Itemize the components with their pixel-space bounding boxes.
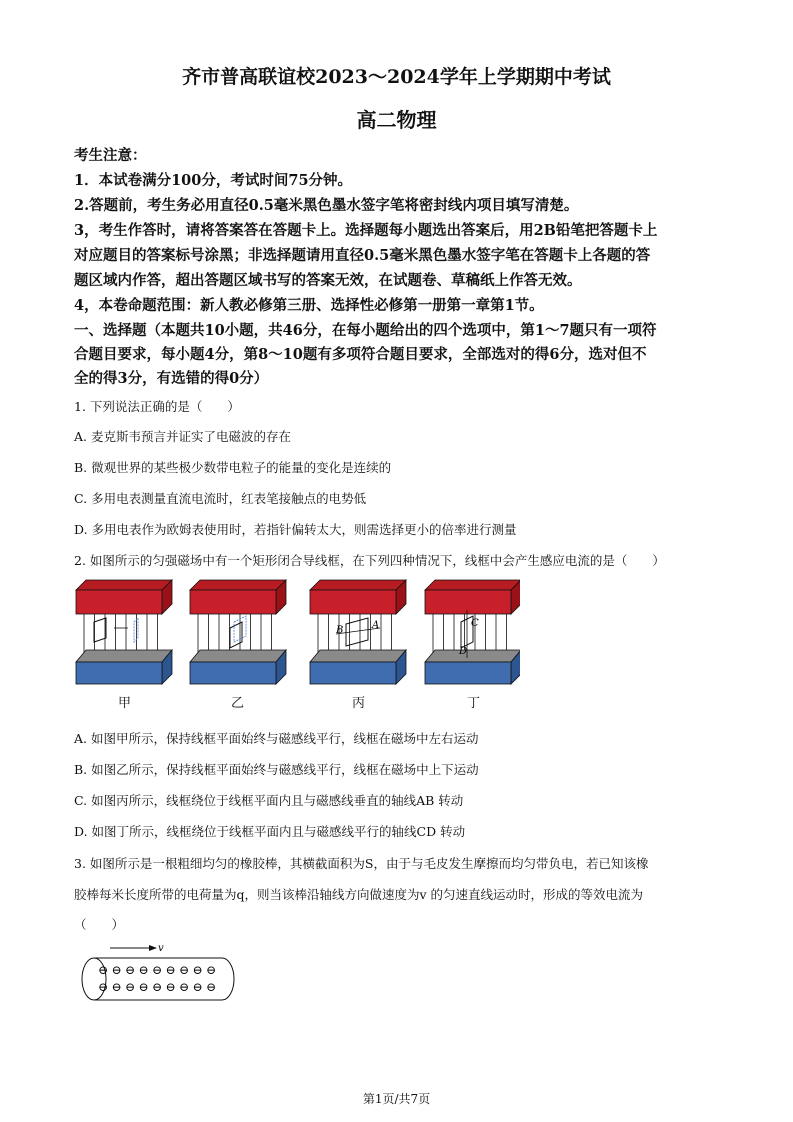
negative-charge: ⊖	[138, 963, 149, 977]
axis-label-b: B	[336, 625, 344, 636]
q1-option-b: B. 微观世界的某些极少数带电粒子的能量的变化是连续的	[74, 460, 392, 475]
axis-label-d: D	[459, 646, 468, 657]
section-heading: 全的得3分，有选错的得0分）	[74, 370, 269, 387]
coil-frame	[94, 618, 106, 642]
q3-line: 3. 如图所示是一根粗细均匀的橡胶棒，其横截面积为S，由于与毛皮发生摩擦而均匀带负电，若已知该橡	[74, 856, 649, 871]
axis-label-a: A	[372, 620, 380, 631]
negative-charge: ⊖	[206, 980, 217, 994]
q1-option-d: D. 多用电表作为欧姆表使用时，若指针偏转太大，则需选择更小的倍率进行测量	[74, 522, 517, 537]
figure-label-yi: 乙	[231, 696, 245, 711]
exam-title: 齐市普高联谊校2023～2024学年上学期期中考试	[182, 66, 611, 88]
notice-item: 题区域内作答，超出答题区域书写的答案无效，在试题卷、草稿纸上作答无效。	[74, 272, 582, 289]
notice-item: 4，本卷命题范围：新人教必修第三册、选择性必修第一册第一章第1节。	[74, 297, 544, 314]
negative-charge: ⊖	[111, 963, 122, 977]
magnet-figure	[70, 578, 520, 686]
figure-label-ding: 丁	[467, 696, 481, 711]
q2-option-c: C. 如图丙所示，线框绕位于线框平面内且与磁感线垂直的轴线AB 转动	[74, 793, 464, 808]
negative-charge: ⊖	[192, 980, 203, 994]
south-pole	[310, 662, 396, 684]
notice-item: 3，考生作答时，请将答案答在答题卡上。选择题每小题选出答案后，用2B铅笔把答题卡上	[74, 222, 658, 239]
negative-charge: ⊖	[192, 963, 203, 977]
axis-label-c: C	[471, 618, 479, 629]
north-pole-top	[190, 580, 286, 590]
south-pole-top	[310, 650, 406, 662]
north-pole	[76, 590, 162, 614]
negative-charge: ⊖	[125, 963, 136, 977]
section-heading: 一、选择题（本题共10小题，共46分，在每小题给出的四个选项中，第1～7题只有一项符	[74, 322, 657, 339]
north-pole-top	[425, 580, 520, 590]
negative-charge: ⊖	[111, 980, 122, 994]
north-pole	[425, 590, 511, 614]
south-pole-top	[190, 650, 286, 662]
negative-charge: ⊖	[206, 963, 217, 977]
q2-stem: 2. 如图所示的匀强磁场中有一个矩形闭合导线框，在下列四种情况下，线框中会产生感应电流的是（ ）	[74, 553, 665, 568]
q3-line: 胶棒每米长度所带的电荷量为q，则当该棒沿轴线方向做速度为v 的匀速直线运动时，形成的等效电流为	[74, 887, 644, 902]
south-pole-top	[425, 650, 520, 662]
north-pole-top	[76, 580, 172, 590]
south-pole	[190, 662, 276, 684]
q1-stem: 1. 下列说法正确的是（ ）	[74, 399, 240, 414]
north-pole	[190, 590, 276, 614]
coil-frame-dashed	[134, 618, 138, 642]
q3-line: （ ）	[74, 917, 125, 932]
negative-charge: ⊖	[179, 963, 190, 977]
negative-charge: ⊖	[152, 980, 163, 994]
figure-label-jia: 甲	[118, 696, 132, 711]
notice-item: 对应题目的答案标号涂黑；非选择题请用直径0.5毫米黑色墨水签字笔在答题卡上各题的答	[74, 247, 651, 264]
negative-charge: ⊖	[138, 980, 149, 994]
north-pole-top	[310, 580, 406, 590]
q1-option-a: A. 麦克斯韦预言并证实了电磁波的存在	[74, 429, 291, 444]
figure-label-bing: 丙	[352, 696, 366, 711]
negative-charge: ⊖	[152, 963, 163, 977]
page-footer: 第1页/共7页	[362, 1092, 431, 1106]
south-pole	[76, 662, 162, 684]
q2-option-b: B. 如图乙所示，保持线框平面始终与磁感线平行，线框在磁场中上下运动	[74, 762, 479, 777]
velocity-label: v	[158, 943, 164, 954]
notice-item: 1．本试卷满分100分，考试时间75分钟。	[74, 172, 353, 189]
negative-charge: ⊖	[98, 963, 109, 977]
negative-charge: ⊖	[98, 980, 109, 994]
south-pole-top	[76, 650, 172, 662]
negative-charge: ⊖	[179, 980, 190, 994]
notice-item: 2.答题前，考生务必用直径0.5毫米黑色墨水签字笔将密封线内项目填写清楚。	[74, 197, 579, 214]
q2-option-d: D. 如图丁所示，线框绕位于线框平面内且与磁感线平行的轴线CD 转动	[74, 824, 466, 839]
exam-subject: 高二物理	[356, 108, 437, 132]
q1-option-c: C. 多用电表测量直流电流时，红表笔接触点的电势低	[74, 491, 367, 506]
negative-charge: ⊖	[165, 963, 176, 977]
negative-charge: ⊖	[125, 980, 136, 994]
south-pole	[425, 662, 511, 684]
rod-figure	[72, 940, 240, 1004]
north-pole	[310, 590, 396, 614]
section-heading: 合题目要求，每小题4分，第8～10题有多项符合题目要求，全部选对的得6分，选对但不	[74, 346, 647, 363]
notice-heading: 考生注意：	[74, 147, 147, 164]
negative-charge: ⊖	[165, 980, 176, 994]
q2-option-a: A. 如图甲所示，保持线框平面始终与磁感线平行，线框在磁场中左右运动	[74, 731, 479, 746]
